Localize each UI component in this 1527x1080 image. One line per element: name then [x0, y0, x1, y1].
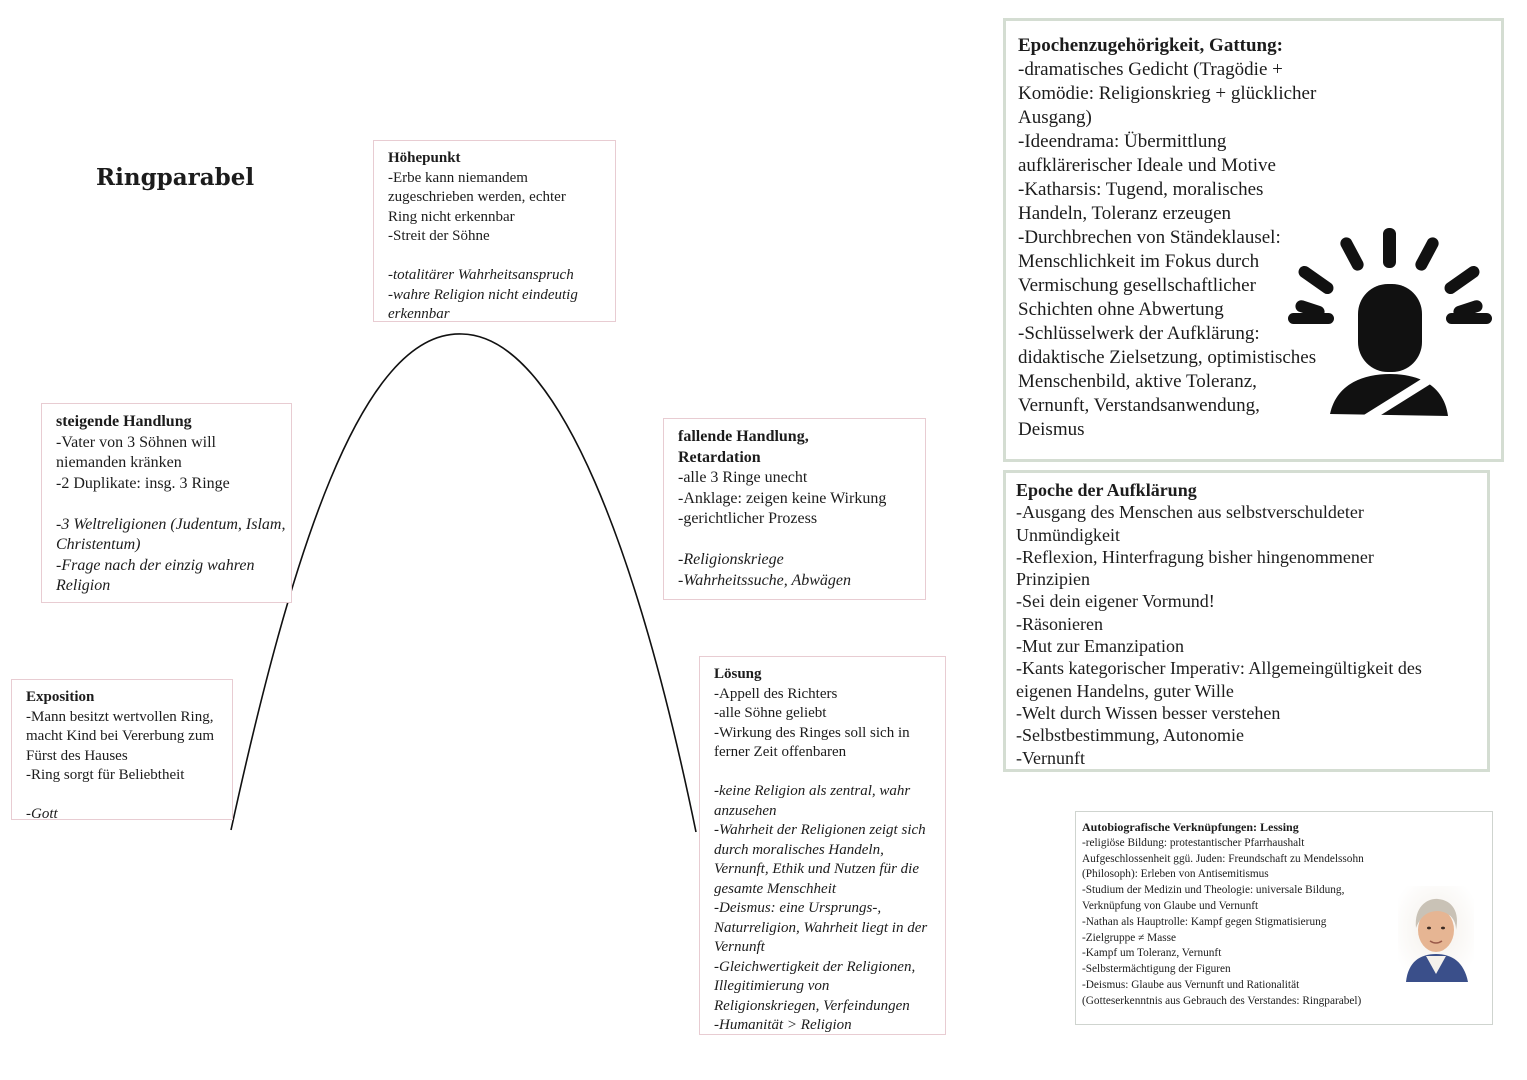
exposition-italic	[26, 805, 218, 825]
text-line: Fürst des Hauses	[26, 747, 128, 764]
text-line: -Gott	[26, 806, 58, 822]
rising-action-italic	[56, 515, 286, 597]
resolution-lines	[714, 685, 931, 763]
text-line: Vernunft, Verstandsanwendung,	[1018, 395, 1260, 416]
text-line: Handeln, Toleranz erzeugen	[1018, 203, 1232, 224]
text-line: Vermischung gesellschaftlicher	[1018, 275, 1256, 296]
text-line: ferner Zeit offenbaren	[714, 744, 847, 760]
text-line: -keine Religion als zentral, wahr	[714, 783, 911, 799]
text-line: didaktische Zielsetzung, optimistisches	[1018, 347, 1317, 368]
rising-action-heading: steigende Handlung	[56, 413, 192, 430]
enlightenment-box	[1003, 470, 1490, 772]
text-line: -Deismus: Glaube aus Vernunft und Rationalität	[1082, 978, 1300, 991]
text-line: (Gotteserkenntnis aus Gebrauch des Verstandes: Ringparabel)	[1082, 994, 1362, 1007]
text-line: -alle Söhne geliebt	[714, 705, 827, 721]
text-line: -totalitärer Wahrheitsanspruch	[388, 267, 574, 283]
text-line: zugeschrieben werden, echter	[388, 189, 566, 205]
falling-action-lines	[678, 468, 911, 530]
text-line: Retardation	[678, 448, 761, 466]
text-line: Naturreligion, Wahrheit liegt in der	[714, 919, 928, 936]
text-line: -Selbstbestimmung, Autonomie	[1016, 725, 1244, 746]
text-line: -Studium der Medizin und Theologie: universale Bildung,	[1082, 884, 1345, 897]
text-line: -Kants kategorischer Imperativ: Allgemeingültigkeit des	[1016, 658, 1422, 679]
text-line: -Frage nach der einzig wahren	[56, 556, 255, 574]
text-line: -Welt durch Wissen besser verstehen	[1016, 702, 1281, 723]
exposition-box	[11, 679, 233, 820]
text-line: Religion	[56, 577, 111, 594]
text-line: Verknüpfung von Glaube und Vernunft	[1082, 899, 1259, 912]
text-line: -religiöse Bildung: protestantischer Pfarrhaushalt	[1082, 836, 1305, 849]
text-line: -Religionskriege	[678, 551, 784, 568]
text-line: -Vater von 3 Söhnen will	[56, 433, 216, 451]
enlightenment-heading: Epoche der Aufklärung	[1016, 480, 1197, 500]
text-line: -Kampf um Toleranz, Vernunft	[1082, 947, 1222, 960]
text-line: aufklärerischer Ideale und Motive	[1018, 155, 1276, 176]
text-line: Ring nicht erkennbar	[388, 208, 515, 225]
text-line: -Zielgruppe ≠ Masse	[1082, 931, 1177, 944]
text-line: Christentum)	[56, 536, 141, 553]
text-line: -wahre Religion nicht eindeutig	[388, 286, 578, 303]
text-line: gesamte Menschheit	[714, 880, 837, 897]
text-line: Ausgang)	[1018, 107, 1092, 128]
text-line: -Nathan als Hauptrolle: Kampf gegen Stigmatisierung	[1082, 915, 1327, 928]
climax-box	[373, 140, 616, 322]
text-line: Vernunft, Ethik und Nutzen für die	[714, 861, 919, 877]
text-line: -Durchbrechen von Ständeklausel:	[1018, 227, 1281, 248]
text-line: -alle 3 Ringe unecht	[678, 469, 808, 486]
text-line: Menschlichkeit im Fokus durch	[1018, 251, 1260, 272]
text-line: -Humanität > Religion	[714, 1017, 852, 1033]
rising-action-box	[41, 403, 292, 603]
text-line: -Gleichwertigkeit der Religionen,	[714, 958, 916, 975]
text-line: -Schlüsselwerk der Aufklärung:	[1018, 323, 1260, 344]
text-line: -Vernunft	[1016, 747, 1085, 768]
text-line: -Anklage: zeigen keine Wirkung	[678, 489, 887, 507]
text-line: -Ring sorgt für Beliebtheit	[26, 767, 185, 783]
text-line: Schichten ohne Abwertung	[1018, 299, 1224, 320]
text-line: erkennbar	[388, 306, 450, 322]
page-title: Ringparabel	[96, 164, 255, 191]
text-line: eigenen Handelns, guter Wille	[1016, 680, 1234, 701]
exposition-lines	[26, 708, 218, 786]
text-line: Religionskriegen, Verfeindungen	[714, 997, 910, 1014]
falling-action-italic	[678, 550, 911, 591]
text-line: macht Kind bei Vererbung zum	[26, 728, 215, 744]
text-line: anzusehen	[714, 802, 777, 819]
text-line: Deismus	[1018, 419, 1085, 440]
enlightenment-lines	[1016, 501, 1477, 769]
resolution-box	[699, 656, 946, 1035]
text-line: -Ideendrama: Übermittlung	[1018, 131, 1227, 152]
text-line: -Erbe kann niemandem	[388, 169, 528, 186]
text-line: Menschenbild, aktive Toleranz,	[1018, 371, 1257, 392]
resolution-heading: Lösung	[714, 666, 762, 682]
text-line: -Streit der Söhne	[388, 228, 490, 244]
text-line: -Selbstermächtigung der Figuren	[1082, 963, 1231, 976]
rising-action-lines	[56, 433, 277, 495]
text-line: -gerichtlicher Prozess	[678, 510, 818, 527]
text-line: -Wahrheit der Religionen zeigt sich	[714, 822, 926, 838]
text-line: Aufgeschlossenheit ggü. Juden: Freundschaft zu Mendelssohn	[1082, 852, 1364, 865]
text-line: -Katharsis: Tugend, moralisches	[1018, 179, 1264, 200]
lessing-heading: Autobiografische Verknüpfungen: Lessing	[1082, 820, 1299, 834]
genre-heading: Epochenzugehörigkeit, Gattung:	[1018, 35, 1283, 56]
text-line: Vernunft	[714, 939, 765, 955]
text-line: -Appell des Richters	[714, 685, 838, 702]
text-line: Illegitimierung von	[714, 978, 830, 994]
text-line: Komödie: Religionskrieg + glücklicher	[1018, 83, 1317, 104]
text-line: fallende Handlung,	[678, 428, 809, 445]
text-line: -Wahrheitssuche, Abwägen	[678, 571, 852, 589]
enlightened-person-icon	[1288, 226, 1492, 432]
climax-heading: Höhepunkt	[388, 150, 461, 166]
text-line: -3 Weltreligionen (Judentum, Islam,	[56, 515, 286, 533]
text-line: durch moralisches Handeln,	[714, 841, 884, 858]
falling-action-box	[663, 418, 926, 600]
text-line: Unmündigkeit	[1016, 524, 1120, 545]
text-line: -Mann besitzt wertvollen Ring,	[26, 708, 214, 725]
text-line: -Sei dein eigener Vormund!	[1016, 591, 1215, 612]
climax-italic	[388, 266, 601, 325]
resolution-italic	[714, 782, 931, 1036]
text-line: -Reflexion, Hinterfragung bisher hingenommener	[1016, 546, 1374, 567]
text-line: (Philosoph): Erleben von Antisemitismus	[1082, 868, 1269, 881]
text-line: Prinzipien	[1016, 569, 1090, 590]
climax-lines	[388, 169, 601, 247]
text-line: -dramatisches Gedicht (Tragödie +	[1018, 59, 1283, 80]
text-line: -Mut zur Emanzipation	[1016, 636, 1184, 657]
text-line: niemanden kränken	[56, 454, 182, 471]
falling-action-heading	[678, 427, 911, 468]
lessing-portrait	[1398, 886, 1474, 982]
text-line: -Deismus: eine Ursprungs-,	[714, 900, 882, 916]
text-line: -Räsonieren	[1016, 613, 1103, 634]
exposition-heading: Exposition	[26, 689, 95, 705]
text-line: -Wirkung des Ringes soll sich in	[714, 724, 910, 741]
text-line: -Ausgang des Menschen aus selbstverschuldeter	[1016, 502, 1364, 523]
text-line: -2 Duplikate: insg. 3 Ringe	[56, 474, 230, 492]
plot-arc-line	[231, 334, 696, 832]
